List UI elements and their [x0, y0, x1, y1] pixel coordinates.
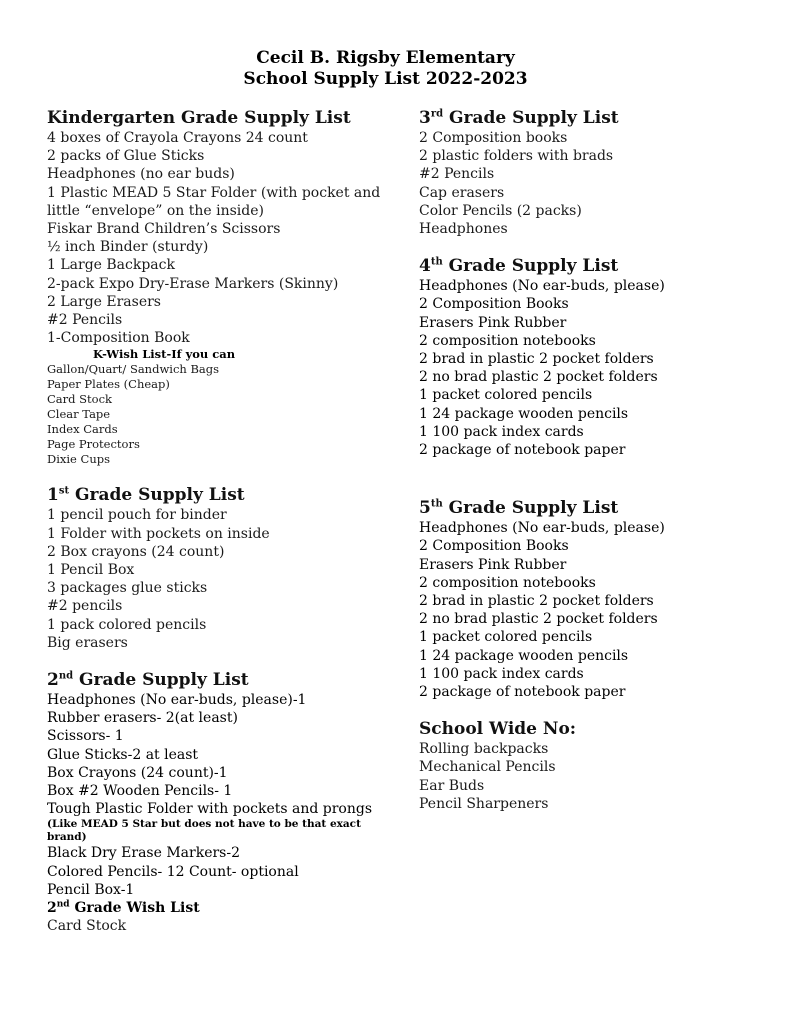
list-item: 2-pack Expo Dry-Erase Markers (Skinny) [47, 275, 339, 292]
list-item: 1 packet colored pencils [419, 629, 593, 646]
grade1-items [47, 506, 392, 652]
k-wish-heading: K-Wish List-If you can [93, 347, 236, 362]
list-item: Headphones (No ear-buds, please) [419, 278, 665, 295]
grade5-heading: 5th Grade Supply List [419, 498, 619, 519]
grade5-section [419, 497, 769, 701]
list-item: Colored Pencils- 12 Count- optional [47, 863, 299, 880]
grade4-items [419, 277, 769, 459]
left-column [47, 107, 392, 936]
list-item: Scissors- 1 [47, 728, 124, 745]
list-item: 1 100 pack index cards [419, 423, 584, 440]
list-item: Glue Sticks-2 at least [47, 746, 199, 763]
list-item: 1 pencil pouch for binder [47, 507, 227, 524]
grade1-heading: 1st Grade Supply List [47, 485, 245, 506]
list-item: Headphones (No ear-buds, please)-1 [47, 692, 307, 709]
list-item: Tough Plastic Folder with pockets and prongs [47, 801, 373, 818]
grade2-items-a [47, 691, 392, 818]
grade1-section [47, 484, 392, 652]
grade3-section [419, 107, 769, 238]
list-item: Headphones [419, 221, 508, 238]
list-item: Mechanical Pencils [419, 759, 556, 776]
list-item: 3 packages glue sticks [47, 580, 208, 597]
list-item: 1 Plastic MEAD 5 Star Folder (with pocket and little “envelope” on the inside) [47, 184, 381, 219]
right-column [419, 107, 769, 813]
list-item: Box #2 Wooden Pencils- 1 [47, 783, 233, 800]
list-item: Box Crayons (24 count)-1 [47, 764, 228, 781]
list-item: Page Protectors [47, 437, 140, 452]
grade2-items-b [47, 844, 392, 899]
list-item: Paper Plates (Cheap) [47, 377, 170, 392]
list-item: 1 100 pack index cards [419, 665, 584, 682]
list-item: Headphones (no ear buds) [47, 166, 235, 183]
list-item: 1-Composition Book [47, 330, 190, 347]
list-item: Index Cards [47, 422, 118, 437]
list-item: Dixie Cups [47, 452, 110, 467]
list-year: School Supply List 2022-2023 [243, 69, 528, 89]
list-item: 2 package of notebook paper [419, 684, 626, 701]
list-item: 2 composition notebooks [419, 574, 596, 591]
grade2-heading: 2nd Grade Supply List [47, 670, 249, 691]
list-item: 1 Pencil Box [47, 562, 135, 579]
grade2-section [47, 669, 392, 935]
kindergarten-section [47, 107, 392, 467]
kindergarten-items [47, 129, 392, 347]
list-item: 2 Composition Books [419, 538, 569, 555]
list-item: 2 Composition books [419, 130, 568, 146]
list-item: Pencil Sharpeners [419, 795, 549, 812]
list-item: Headphones (No ear-buds, please) [419, 520, 665, 537]
schoolwide-items [419, 740, 769, 813]
list-item: 2 plastic folders with brads [419, 148, 614, 165]
list-item: 1 packet colored pencils [419, 387, 593, 404]
list-item: Card Stock [47, 918, 127, 935]
list-item: Fiskar Brand Children’s Scissors [47, 221, 281, 238]
list-item: 1 pack colored pencils [47, 616, 207, 633]
kindergarten-heading: Kindergarten Grade Supply List [47, 108, 351, 128]
list-item: 1 Large Backpack [47, 257, 175, 274]
list-item: #2 Pencils [419, 166, 495, 183]
list-item: Color Pencils (2 packs) [419, 202, 582, 219]
list-item: Ear Buds [419, 777, 485, 794]
list-item: 2 no brad plastic 2 pocket folders [419, 611, 658, 628]
list-item: Cap erasers [419, 184, 505, 201]
list-item: ½ inch Binder (sturdy) [47, 239, 209, 256]
list-item: Erasers Pink Rubber [419, 556, 567, 573]
list-item: Card Stock [47, 392, 113, 407]
grade4-heading: 4th Grade Supply List [419, 256, 619, 277]
list-item: Rolling backpacks [419, 741, 549, 758]
list-item: 2 Box crayons (24 count) [47, 543, 225, 560]
grade5-items [419, 519, 769, 701]
list-item: Clear Tape [47, 407, 111, 422]
list-item: 1 24 package wooden pencils [419, 405, 629, 422]
list-item: 1 Folder with pockets on inside [47, 525, 270, 542]
list-item: 4 boxes of Crayola Crayons 24 count [47, 130, 308, 146]
list-item: #2 pencils [47, 598, 123, 615]
list-item: 2 no brad plastic 2 pocket folders [419, 369, 658, 386]
list-item: 2 Large Erasers [47, 293, 161, 310]
school-name: Cecil B. Rigsby Elementary [256, 48, 515, 68]
list-item: 2 packs of Glue Sticks [47, 148, 205, 165]
folder-note: (Like MEAD 5 Star but does not have to be that exact brand) [47, 818, 361, 844]
list-item: Rubber erasers- 2(at least) [47, 710, 238, 727]
grade3-items [419, 129, 769, 238]
list-item: 2 package of notebook paper [419, 442, 626, 459]
list-item: 2 composition notebooks [419, 332, 596, 349]
grade2-wish-heading: 2nd Grade Wish List [47, 899, 200, 917]
list-item: 2 brad in plastic 2 pocket folders [419, 593, 654, 610]
list-item: Black Dry Erase Markers-2 [47, 845, 240, 862]
schoolwide-heading: School Wide No: [419, 719, 577, 740]
list-item: Big erasers [47, 634, 128, 651]
document-title [0, 48, 771, 90]
list-item: Pencil Box-1 [47, 881, 135, 898]
list-item: 2 Composition Books [419, 296, 569, 313]
k-wish-items [47, 362, 392, 467]
schoolwide-section [419, 718, 769, 813]
list-item: 2 brad in plastic 2 pocket folders [419, 351, 654, 368]
grade2-wish-items [47, 917, 392, 935]
list-item: 1 24 package wooden pencils [419, 647, 629, 664]
list-item: Gallon/Quart/ Sandwich Bags [47, 362, 220, 377]
list-item: Erasers Pink Rubber [419, 314, 567, 331]
list-item: #2 Pencils [47, 312, 123, 329]
grade4-section [419, 255, 769, 459]
grade3-heading: 3rd Grade Supply List [419, 108, 619, 128]
